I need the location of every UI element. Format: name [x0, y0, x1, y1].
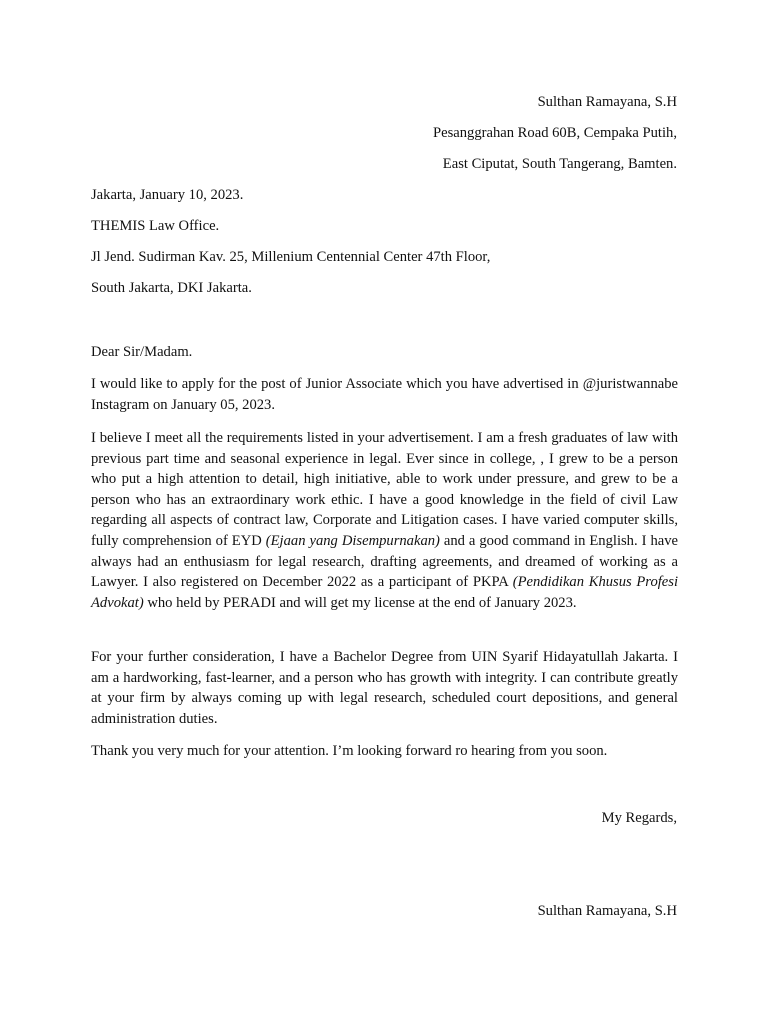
- eyd-italic: (Ejaan yang Disempurnakan): [265, 532, 440, 549]
- pkpa-italic: (Pendidikan Khusus Profesi Advokat): [91, 574, 679, 611]
- paragraph-thanks: Thank you very much for your attention. I’m looking forward ro hearing from you soon.: [91, 743, 608, 759]
- signature-name: Sulthan Ramayana, S.H: [537, 903, 677, 919]
- recipient-company: THEMIS Law Office.: [91, 218, 220, 234]
- paragraph-education: For your further consideration, I have a Bachelor Degree from UIN Syarif Hidayatullah Jakarta. I am a hardworking, fast-learner, and a person who has growth with integrity. I can contribute greatly at your firm by always coming up with legal research, scheduled court depositions, and general administration duties.: [91, 649, 678, 727]
- qualifications-text-3: who held by PERADI and will get my license at the end of January 2023.: [143, 594, 577, 611]
- sender-address-line1: Pesanggrahan Road 60B, Cempaka Putih,: [432, 125, 677, 141]
- paragraph-qualifications: [91, 428, 678, 613]
- qualifications-text-1: I believe I meet all the requirements listed in your advertisement. I am a fresh graduates of law with previous part time and seasonal experience in legal. Ever since in college, , I grew to be a person who put a high attention to detail, high initiative, able to work under pressure, and grew to be a person who has an extraordinary work ethic. I have a good knowledge in the field of civil Law regarding all aspects of contract law, Corporate and Litigation cases. I have varied computer skills, fully comprehension of EYD: [91, 430, 678, 549]
- salutation: Dear Sir/Madam.: [91, 344, 193, 360]
- recipient-address-line1: Jl Jend. Sudirman Kav. 25, Millenium Centennial Center 47th Floor,: [91, 249, 491, 265]
- letter-date: Jakarta, January 10, 2023.: [91, 187, 244, 203]
- sender-address-line2: East Ciputat, South Tangerang, Bamten.: [442, 156, 677, 172]
- paragraph-application: I would like to apply for the post of Junior Associate which you have advertised in @juristwannabe Instagram on January 05, 2023.: [91, 376, 678, 413]
- sender-name: Sulthan Ramayana, S.H: [537, 94, 677, 110]
- qualifications-text-2: and a good command in English. I have always had an enthusiasm for legal research, drafting agreements, and dreamed of working as a Lawyer. I also registered on December 2022 as a participant of PKPA: [91, 532, 678, 591]
- closing: My Regards,: [601, 810, 677, 826]
- recipient-address-line2: South Jakarta, DKI Jakarta.: [91, 280, 252, 296]
